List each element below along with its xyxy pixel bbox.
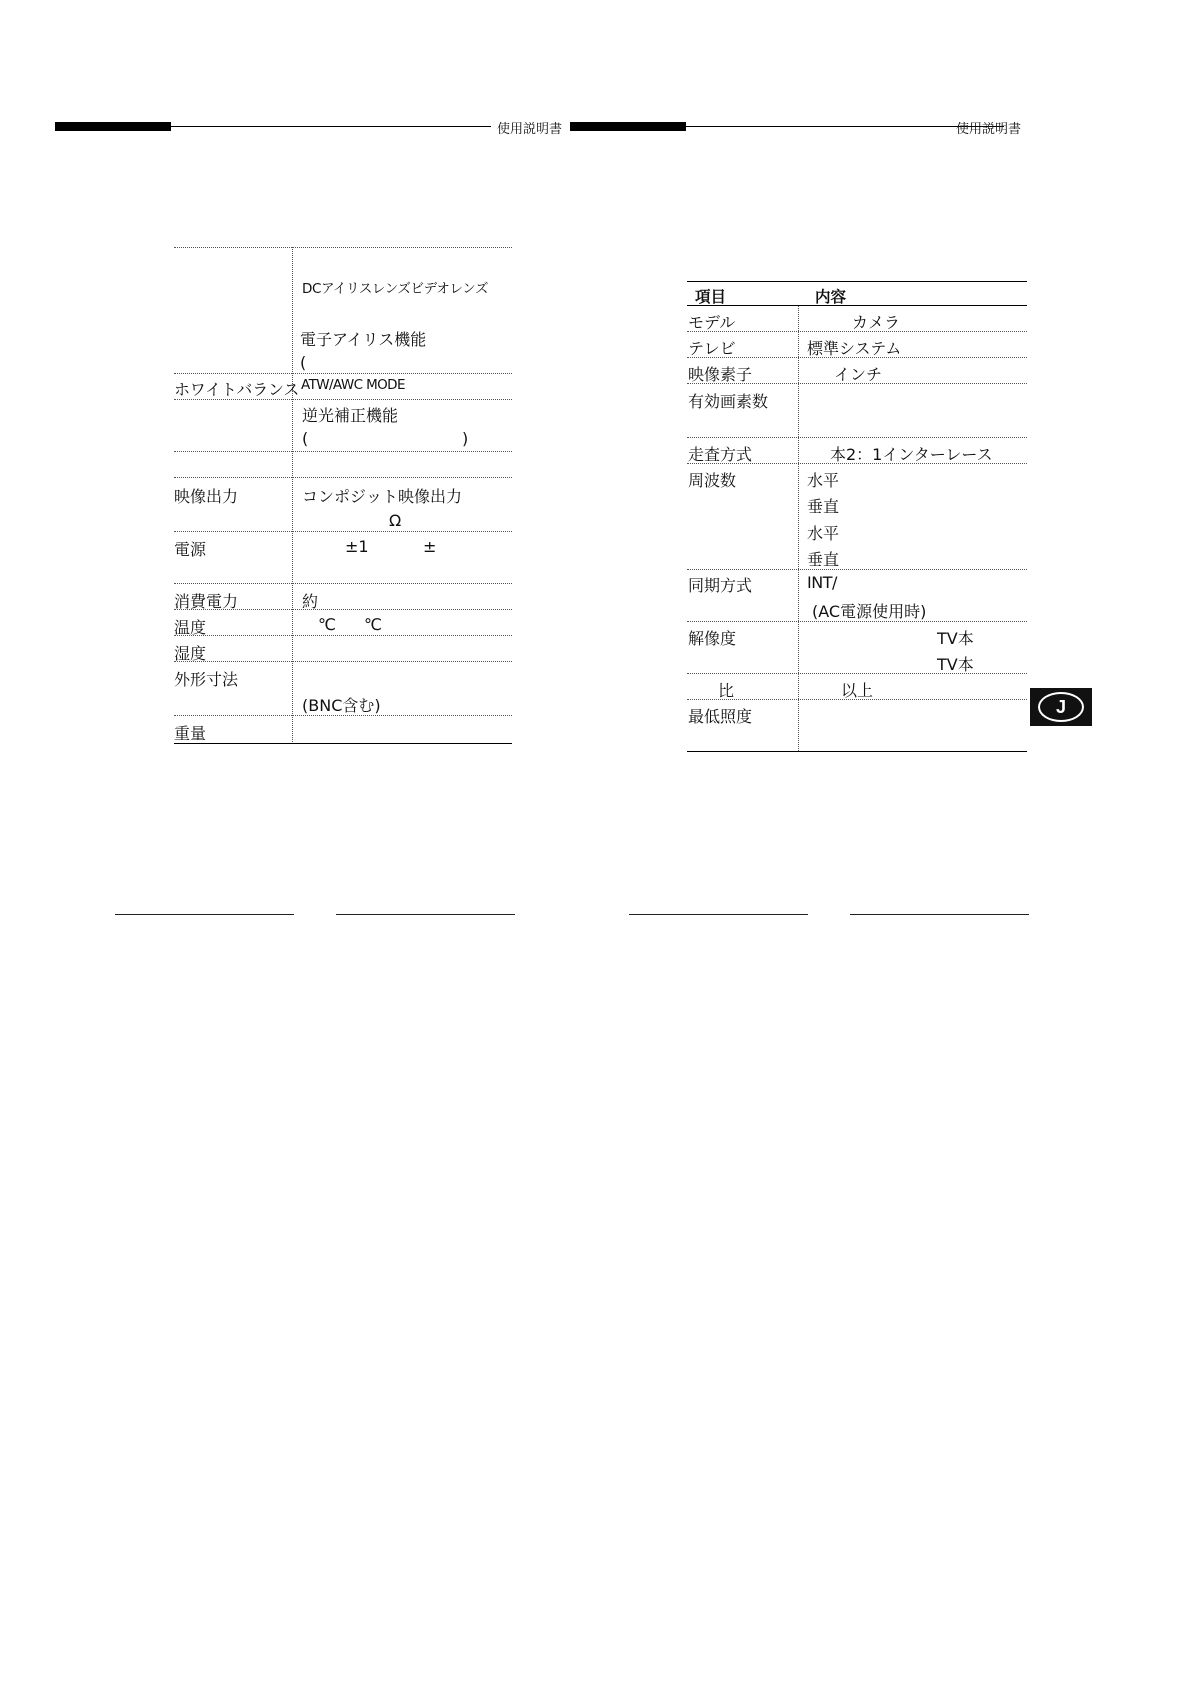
spec-value: (AC電源使用時) [812, 602, 927, 621]
table-top-rule [687, 281, 1027, 282]
spec-label: 重量 [174, 724, 207, 743]
spec-value: コンポジット映像出力 [302, 487, 463, 506]
row-divider [687, 673, 1027, 674]
spec-value: カメラ [852, 313, 901, 332]
column-divider [292, 247, 293, 744]
spec-value: ℃ [318, 615, 336, 634]
spec-label: モデル [688, 313, 736, 332]
row-divider [174, 661, 512, 662]
header-bar [570, 122, 686, 131]
spec-label: 温度 [174, 618, 207, 637]
spec-value: INT/ [807, 573, 837, 592]
header-rule [171, 126, 491, 127]
page-header-left [55, 121, 563, 137]
language-letter: J [1038, 692, 1084, 722]
manual-title: 使用説明書 [956, 122, 1022, 137]
spec-label: 解像度 [688, 629, 737, 648]
row-divider [174, 635, 512, 636]
signature-line [115, 914, 294, 915]
column-divider [798, 306, 799, 751]
spec-value: 垂直 [807, 550, 840, 569]
spec-label: 周波数 [688, 471, 737, 490]
spec-value: 電子アイリス機能 [300, 330, 427, 349]
spec-label: 走査方式 [688, 445, 753, 464]
spec-label: 有効画素数 [688, 392, 769, 411]
page-header-right [570, 121, 1030, 137]
spec-label: テレビ [688, 339, 736, 358]
header-bottom-rule [687, 305, 1027, 306]
spec-value: Ω [389, 511, 402, 530]
signature-line [850, 914, 1029, 915]
spec-value: ±1 [345, 537, 369, 556]
manual-title: 使用説明書 [497, 122, 563, 137]
row-divider [174, 373, 512, 374]
spec-value: ATW/AWC MODE [301, 377, 405, 393]
spec-value: 以上 [841, 681, 874, 700]
spec-value: ( [302, 429, 309, 448]
row-divider [174, 247, 512, 248]
signature-line [629, 914, 808, 915]
spec-value: 逆光補正機能 [302, 406, 399, 425]
row-divider [687, 569, 1027, 570]
spec-label: 電源 [174, 540, 207, 559]
language-tab-badge [1030, 688, 1092, 726]
spec-label: 湿度 [174, 644, 207, 663]
spec-value-end: ℃ [364, 615, 382, 634]
spec-label: 最低照度 [688, 707, 753, 726]
spec-value-end: ) [462, 429, 469, 448]
spec-label: ホワイトバランス [174, 380, 300, 399]
spec-label: 外形寸法 [174, 670, 239, 689]
header-bar [55, 122, 171, 131]
spec-value: 約 [302, 592, 319, 611]
spec-value-end: ± [423, 537, 437, 556]
row-divider [174, 451, 512, 452]
spec-value: 垂直 [807, 497, 840, 516]
spec-label: 映像出力 [174, 487, 239, 506]
spec-value: 標準システム [807, 339, 902, 358]
spec-value: インチ [834, 365, 883, 384]
row-divider [687, 437, 1027, 438]
spec-value: ( [300, 353, 307, 372]
column-header-content: 内容 [815, 288, 847, 306]
spec-label: 映像素子 [688, 365, 753, 384]
spec-value: 本2：1インターレース [830, 445, 993, 464]
table-bottom-rule [687, 751, 1027, 752]
column-header-item: 項目 [695, 288, 727, 306]
spec-value: TV本 [937, 629, 974, 648]
row-divider [174, 583, 512, 584]
spec-label: 同期方式 [688, 576, 753, 595]
row-divider [174, 477, 512, 478]
spec-label: 比 [718, 681, 735, 700]
spec-value: 水平 [807, 524, 840, 543]
spec-value: DCアイリスレンズビデオレンズ [302, 281, 489, 297]
row-divider [174, 531, 512, 532]
table-bottom-rule [174, 743, 512, 744]
spec-value: (BNC含む) [302, 696, 381, 715]
spec-value: 水平 [807, 471, 840, 490]
spec-label: 消費電力 [174, 592, 239, 611]
spec-value: TV本 [937, 655, 974, 674]
signature-line [336, 914, 515, 915]
